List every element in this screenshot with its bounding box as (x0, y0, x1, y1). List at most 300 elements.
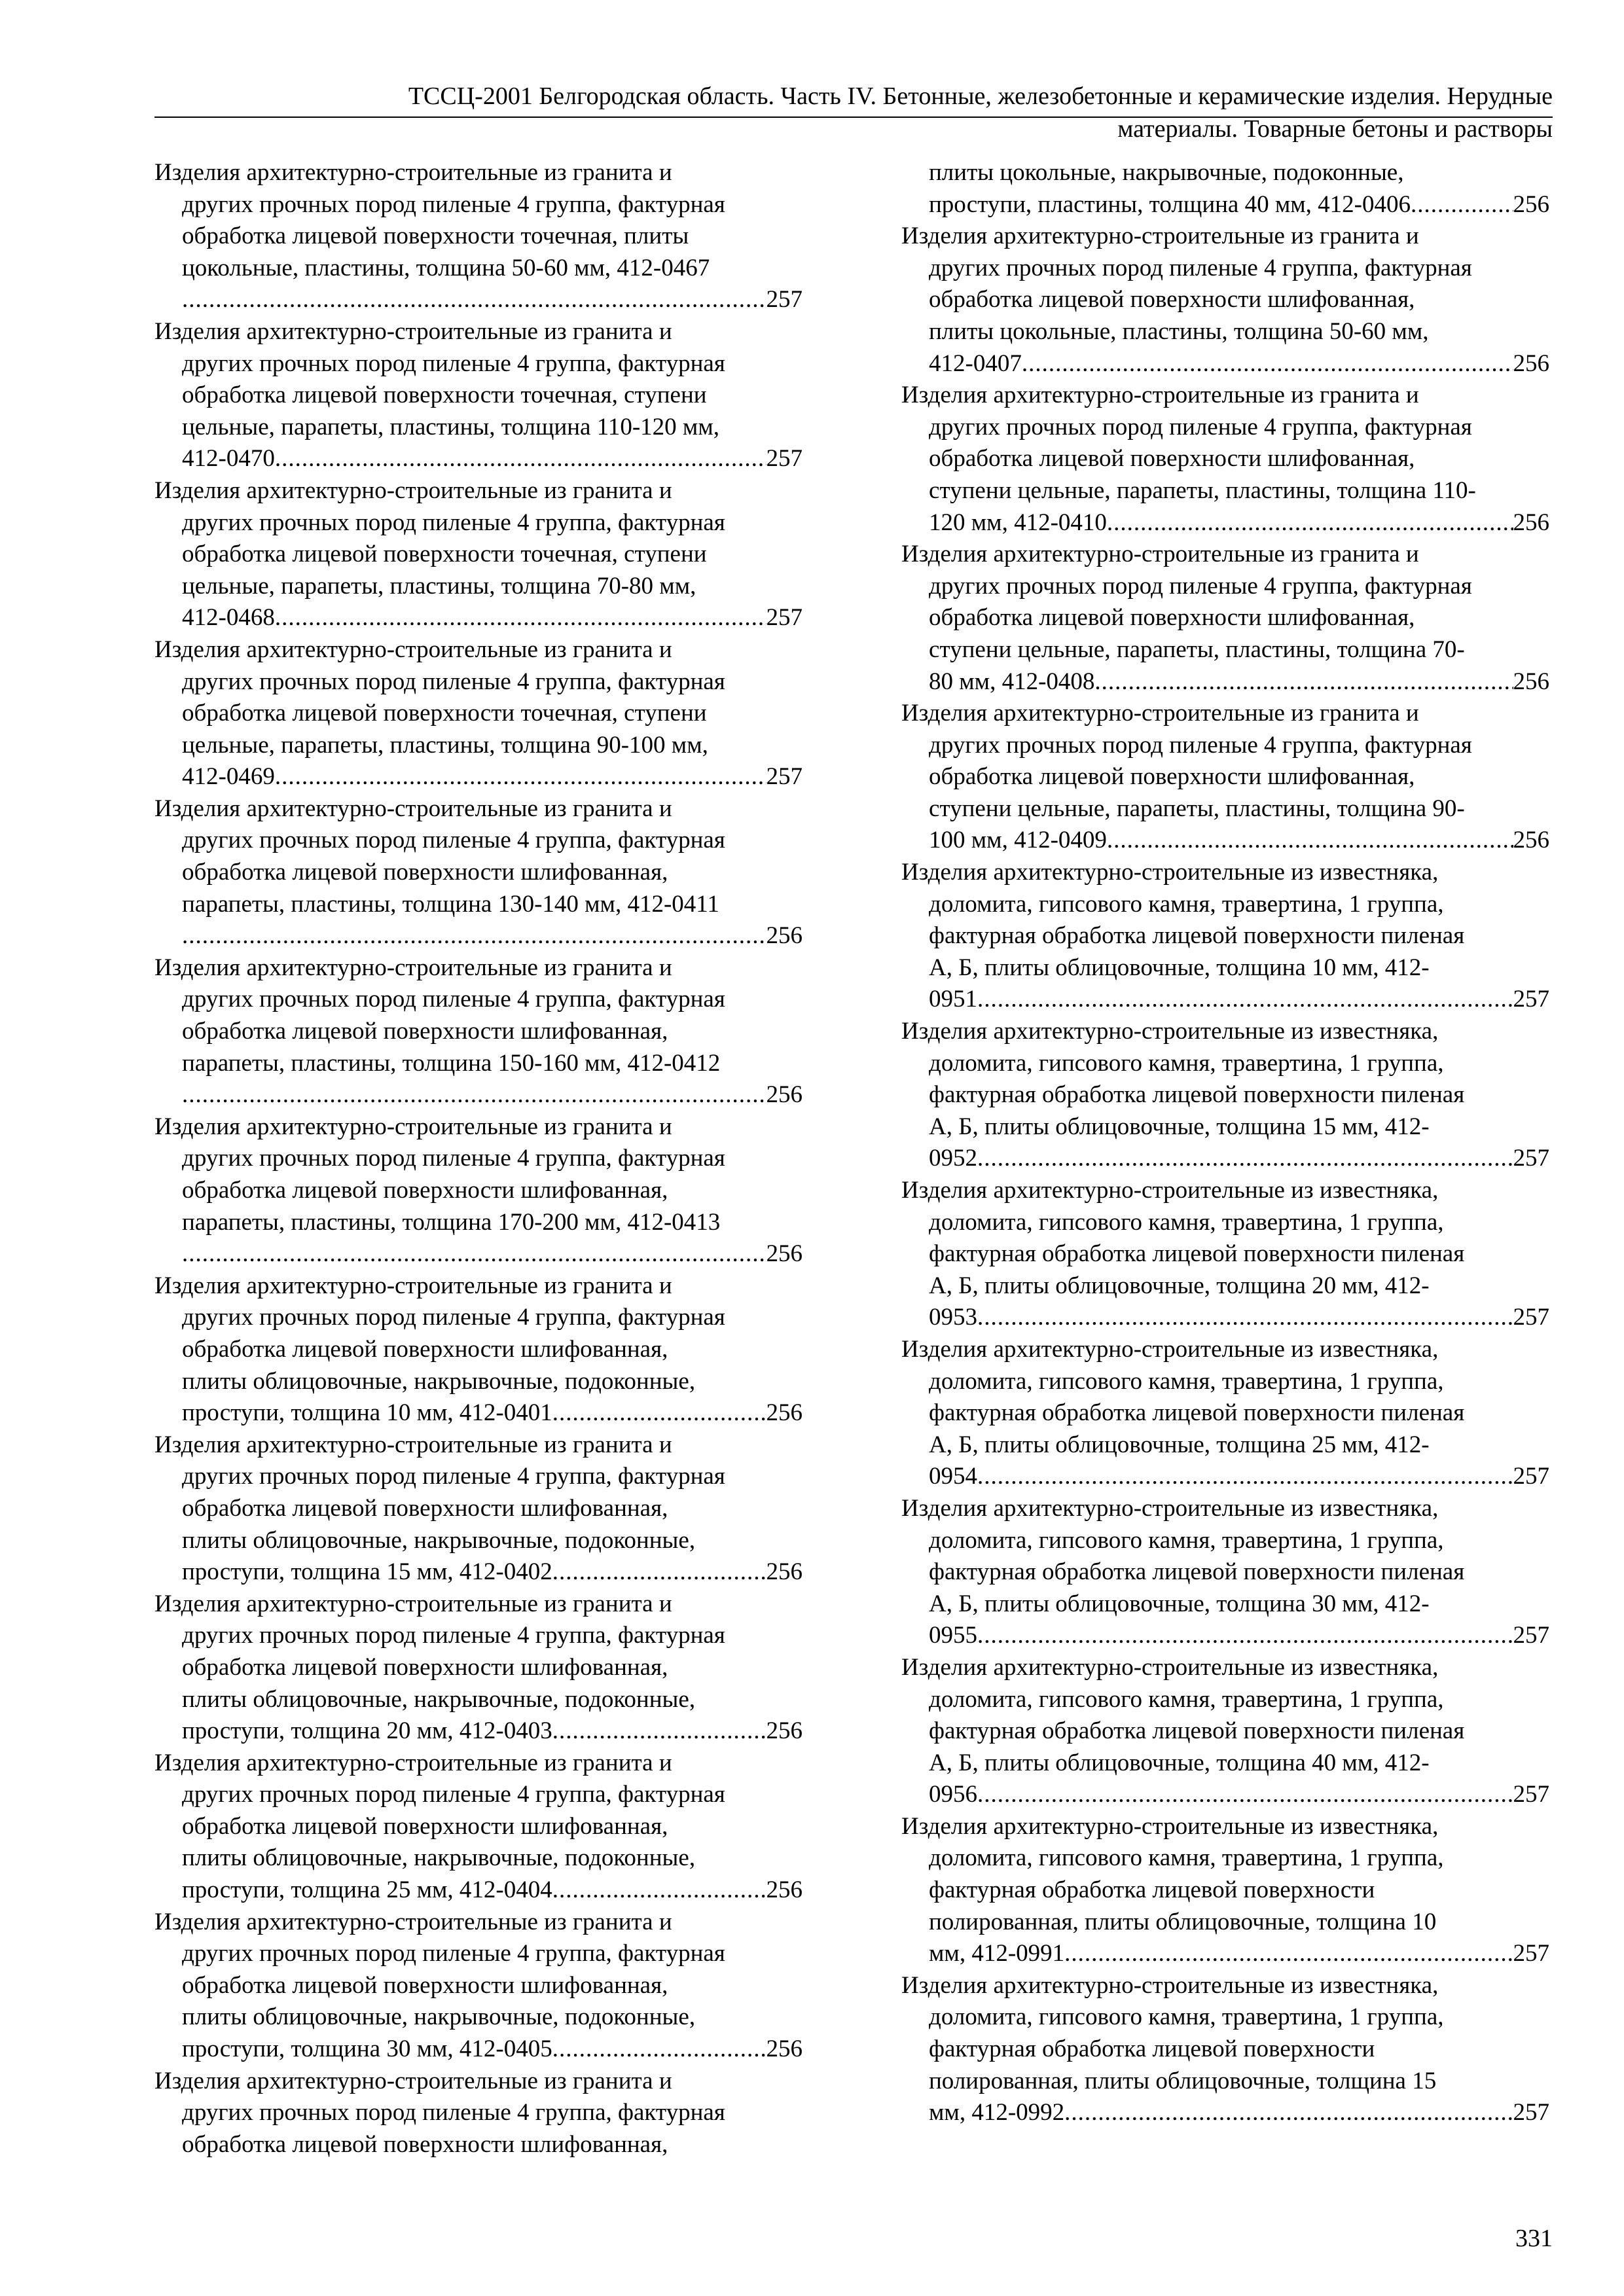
index-entry-text: А, Б, плиты облицовочные, толщина 15 мм, 412- (929, 1113, 1430, 1140)
index-entry-line (154, 1238, 803, 1270)
index-entry-text: обработка лицевой поверхности шлифованная, (182, 1494, 668, 1522)
index-entry-text: 412-0407 (929, 350, 1022, 377)
index-entry (154, 1748, 803, 1907)
index-entry-text: плиты облицовочные, накрывочные, подоконные, (182, 1844, 696, 1872)
index-entry-line (901, 157, 1549, 189)
index-entry-line (154, 1556, 803, 1588)
index-entry-line (901, 1842, 1549, 1874)
index-entry-text: 100 мм, 412-0409 (929, 827, 1107, 854)
index-entry-line (901, 1143, 1549, 1175)
index-entry-text: доломита, гипсового камня, травертина, 1 группа, (929, 2003, 1444, 2031)
page-number: 331 (1515, 2225, 1553, 2252)
index-entry-text: Изделия архитектурно-строительные из гранита и (154, 1749, 672, 1776)
index-entry-line (154, 857, 803, 889)
index-entry-line (901, 666, 1549, 698)
index-entry-line (154, 984, 803, 1016)
index-entry (901, 1016, 1549, 1175)
index-entry-text: Изделия архитектурно-строительные из гранита и (154, 636, 672, 663)
index-entry-line (154, 698, 803, 730)
index-entry-text: других прочных пород пиленые 4 группа, фактурная (182, 827, 725, 854)
index-entry-text: плиты облицовочные, накрывочные, подоконные, (182, 1367, 696, 1395)
index-entry-text: плиты цокольные, накрывочные, подоконные, (929, 159, 1404, 186)
index-entry-text: 0952 (929, 1145, 977, 1172)
index-entry-text: Изделия архитектурно-строительные из гранита и (901, 382, 1419, 409)
dot-leader (1064, 1938, 1513, 1970)
index-entry-text: А, Б, плиты облицовочные, толщина 10 мм, 412- (929, 954, 1430, 981)
index-entry (154, 634, 803, 793)
index-entry-line (901, 475, 1549, 507)
index-entry-line (154, 1525, 803, 1557)
index-entry-line (901, 380, 1549, 412)
index-entry-page-ref: 257 (1513, 986, 1549, 1013)
index-entry-page-ref: 256 (1513, 190, 1549, 218)
index-entry (154, 793, 803, 952)
index-entry-line (154, 1048, 803, 1080)
index-entry-line (901, 698, 1549, 730)
dot-leader (977, 1620, 1513, 1652)
index-entry-text: проступи, толщина 10 мм, 412-0401 (182, 1399, 552, 1427)
index-entry-line (154, 1842, 803, 1874)
index-entry-text: Изделия архитектурно-строительные из гранита и (901, 700, 1419, 727)
index-entry-line (901, 1684, 1549, 1716)
index-entry-page-ref: 257 (1513, 1622, 1549, 1649)
index-entry-text: А, Б, плиты облицовочные, толщина 30 мм, 412- (929, 1590, 1430, 1617)
index-entry-line (901, 1366, 1549, 1398)
index-entry-text: Изделия архитектурно-строительные из известняка, (901, 1335, 1439, 1363)
index-entry-text: Изделия архитектурно-строительные из гранита и (154, 795, 672, 822)
index-entry-text: Изделия архитектурно-строительные из известняка, (901, 1971, 1439, 1999)
index-entry-text: обработка лицевой поверхности шлифованная, (182, 859, 668, 886)
index-entry-line (154, 1461, 803, 1493)
index-entry-line (901, 348, 1549, 380)
index-entry-text: доломита, гипсового камня, травертина, 1 группа, (929, 1844, 1444, 1872)
index-entry-line (154, 1493, 803, 1525)
index-entry-line (901, 1938, 1549, 1970)
index-entry-page-ref: 257 (766, 286, 803, 314)
index-entry (901, 1970, 1549, 2129)
index-entry-line (901, 1525, 1549, 1557)
index-entry-text: проступи, толщина 15 мм, 412-0402 (182, 1558, 552, 1586)
index-entry (901, 539, 1549, 698)
index-entry-text: других прочных пород пиленые 4 группа, фактурная (182, 1940, 725, 1967)
index-entry-line (154, 253, 803, 285)
dot-leader (182, 284, 767, 316)
index-entry-page-ref: 256 (1513, 668, 1549, 695)
index-entry-line (154, 1938, 803, 1970)
index-entry-text: обработка лицевой поверхности шлифованная, (182, 1653, 668, 1681)
dot-leader (1107, 825, 1513, 857)
index-entry-text: доломита, гипсового камня, травертина, 1 группа, (929, 890, 1444, 918)
index-entry-line (901, 1588, 1549, 1621)
dot-leader (977, 1302, 1513, 1334)
index-entry-line (901, 221, 1549, 253)
index-entry-text: обработка лицевой поверхности шлифованная, (182, 1177, 668, 1204)
index-entry-text: полированная, плиты облицовочные, толщина 10 (929, 1908, 1437, 1935)
index-entry-text: Изделия архитектурно-строительные из известняка, (901, 1018, 1439, 1045)
index-entry-line (901, 1270, 1549, 1302)
index-entry-line (901, 1016, 1549, 1048)
index-entry-text: других прочных пород пиленые 4 группа, фактурная (929, 413, 1472, 440)
index-entry-line (154, 602, 803, 634)
index-entry-text: обработка лицевой поверхности точечная, ступени (182, 541, 707, 568)
index-entry-text: ступени цельные, парапеты, пластины, толщина 90- (929, 795, 1465, 822)
index-entry-text: А, Б, плиты облицовочные, толщина 25 мм, 412- (929, 1431, 1430, 1458)
dot-leader (552, 1556, 767, 1588)
index-entry-line (154, 1397, 803, 1429)
index-entry-line (901, 984, 1549, 1016)
index-entry-line (154, 889, 803, 921)
index-entry (901, 1493, 1549, 1652)
index-entry-line (154, 2097, 803, 2129)
index-entry-text: цельные, парапеты, пластины, толщина 70-80 мм, (182, 572, 696, 600)
index-entry (154, 316, 803, 475)
index-entry-line (154, 475, 803, 507)
index-entry (154, 475, 803, 634)
index-entry-line (154, 1588, 803, 1621)
index-entry-line (901, 920, 1549, 952)
index-entry-line (154, 666, 803, 698)
index-entry-text: фактурная обработка лицевой поверхности пиленая (929, 922, 1465, 950)
index-entry-line (901, 1620, 1549, 1652)
index-entry-text: обработка лицевой поверхности шлифованная, (182, 1335, 668, 1363)
index-entry-line (901, 1461, 1549, 1493)
index-entry-line (154, 2034, 803, 2066)
index-entry-text: других прочных пород пиленые 4 группа, фактурная (182, 1622, 725, 1649)
header-line-1: ТССЦ-2001 Белгородская область. Часть IV. Бетонные, железобетонные и керамические изделия. Нерудные (408, 82, 1553, 110)
index-entry-text: обработка лицевой поверхности шлифованная, (182, 1971, 668, 1999)
index-entry-page-ref: 257 (766, 604, 803, 632)
dot-leader (977, 1461, 1513, 1493)
index-entry-text: проступи, толщина 20 мм, 412-0403 (182, 1717, 552, 1745)
index-entry-line (901, 1334, 1549, 1366)
index-entry-text: других прочных пород пиленые 4 группа, фактурная (182, 668, 725, 695)
index-entry-text: Изделия архитектурно-строительные из известняка, (901, 1494, 1439, 1522)
index-entry-line (901, 730, 1549, 762)
index-entry (154, 952, 803, 1111)
index-entry-text: других прочных пород пиленые 4 группа, фактурная (182, 350, 725, 377)
index-entry-text: других прочных пород пиленые 4 группа, фактурная (929, 731, 1472, 759)
index-entry-text: А, Б, плиты облицовочные, толщина 40 мм, 412- (929, 1749, 1430, 1776)
index-entry-text: цельные, парапеты, пластины, толщина 90-100 мм, (182, 731, 708, 759)
index-entry-page-ref: 256 (766, 1240, 803, 1268)
index-entry-text: Изделия архитектурно-строительные из известняка, (901, 859, 1439, 886)
index-entry-text: обработка лицевой поверхности шлифованная, (929, 445, 1415, 473)
index-entry-text: обработка лицевой поверхности шлифованная, (929, 763, 1415, 791)
index-entry-text: доломита, гипсового камня, травертина, 1 группа, (929, 1049, 1444, 1077)
index-entry-line (901, 1779, 1549, 1811)
index-entry-text: обработка лицевой поверхности шлифованная, (182, 1018, 668, 1045)
index-entry-page-ref: 257 (1513, 2099, 1549, 2126)
index-entry-page-ref: 256 (766, 1558, 803, 1586)
index-entry-line (901, 1238, 1549, 1270)
index-entry (901, 380, 1549, 539)
index-entry (154, 1429, 803, 1588)
index-entry-line (901, 1748, 1549, 1780)
index-entry-line (901, 1302, 1549, 1334)
index-entry-text: других прочных пород пиленые 4 группа, фактурная (929, 254, 1472, 281)
index-entry-line (901, 1175, 1549, 1207)
index-entry-line (901, 571, 1549, 603)
index-entry-text: 80 мм, 412-0408 (929, 668, 1095, 695)
index-entry-text: ступени цельные, парапеты, пластины, толщина 110- (929, 476, 1476, 504)
index-entry-text: 0954 (929, 1463, 977, 1490)
index-entry-line (901, 952, 1549, 984)
index-entry-text: обработка лицевой поверхности шлифованная, (929, 604, 1415, 632)
index-entry-line (154, 793, 803, 825)
index-entry (901, 857, 1549, 1016)
index-entry-text: других прочных пород пиленые 4 группа, фактурная (182, 190, 725, 218)
index-entry-text: проступи, пластины, толщина 40 мм, 412-0406 (929, 190, 1411, 218)
index-entry-text: 120 мм, 412-0410 (929, 509, 1107, 536)
index-entry-line (901, 412, 1549, 444)
index-entry-line (154, 1016, 803, 1048)
index-entry-line (901, 1111, 1549, 1143)
index-entry-line (154, 1715, 803, 1748)
index-entry (154, 157, 803, 316)
index-entry-line (154, 221, 803, 253)
index-entry-text: плиты облицовочные, накрывочные, подоконные, (182, 1685, 696, 1713)
index-entry-text: Изделия архитектурно-строительные из известняка, (901, 1177, 1439, 1204)
index-entry-text: А, Б, плиты облицовочные, толщина 20 мм, 412- (929, 1272, 1430, 1299)
index-entry-line (901, 2034, 1549, 2066)
index-entry-line (154, 1779, 803, 1811)
index-entry-text: фактурная обработка лицевой поверхности пиленая (929, 1717, 1465, 1745)
index-entry-page-ref: 256 (766, 1876, 803, 1904)
index-entry-line (901, 634, 1549, 666)
running-header (154, 80, 1553, 145)
index-entry-line (901, 284, 1549, 316)
index-entry-text: 412-0468 (182, 604, 275, 632)
index-entry-text: других прочных пород пиленые 4 группа, фактурная (182, 2099, 725, 2126)
index-entry-text: других прочных пород пиленые 4 группа, фактурная (182, 986, 725, 1013)
dot-leader (275, 602, 767, 634)
dot-leader (977, 1143, 1513, 1175)
index-entry-line (154, 316, 803, 348)
index-entry-text: других прочных пород пиленые 4 группа, фактурная (182, 1145, 725, 1172)
index-entry-text: Изделия архитектурно-строительные из гранита и (154, 1113, 672, 1140)
dot-leader (1411, 189, 1513, 221)
index-entry-text: мм, 412-0992 (929, 2099, 1065, 2126)
index-entry (154, 1907, 803, 2066)
dot-leader (275, 761, 767, 793)
index-entry-page-ref: 257 (766, 763, 803, 791)
index-entry-line (154, 2129, 803, 2161)
index-entry-line (901, 2066, 1549, 2098)
index-entry-line (154, 1143, 803, 1175)
index-entry-line (154, 634, 803, 666)
index-entry-line (901, 253, 1549, 285)
index-entry-line (901, 1493, 1549, 1525)
index-entry-page-ref: 256 (766, 922, 803, 950)
index-entry-line (154, 189, 803, 221)
dot-leader (977, 1779, 1513, 1811)
index-entry-text: фактурная обработка лицевой поверхности (929, 1876, 1375, 1904)
header-line-2: материалы. Товарные бетоны и растворы (1117, 115, 1553, 143)
index-entry-line (901, 825, 1549, 857)
index-entry-line (901, 1556, 1549, 1588)
index-entry-line (901, 1429, 1549, 1462)
index-entry-line (154, 1207, 803, 1239)
dot-leader (1022, 348, 1513, 380)
index-entry-page-ref: 256 (766, 2036, 803, 2063)
dot-leader (977, 984, 1513, 1016)
index-entry-text: парапеты, пластины, толщина 170-200 мм, 412-0413 (182, 1208, 721, 1236)
index-entry-text: обработка лицевой поверхности точечная, плиты (182, 223, 689, 250)
index-entry-page-ref: 257 (1513, 1145, 1549, 1172)
dot-leader (182, 920, 767, 952)
index-entry-text: проступи, толщина 25 мм, 412-0404 (182, 1876, 552, 1904)
index-entry-text: других прочных пород пиленые 4 группа, фактурная (929, 572, 1472, 600)
index-entry-page-ref: 256 (766, 1717, 803, 1745)
index-entry (901, 157, 1549, 221)
header-rule (154, 117, 1553, 118)
index-entry-text: 0951 (929, 986, 977, 1013)
index-entry-text: Изделия архитектурно-строительные из гранита и (154, 1272, 672, 1299)
index-entry-line (154, 1111, 803, 1143)
index-entry-line (901, 1907, 1549, 1939)
index-entry-page-ref: 256 (766, 1399, 803, 1427)
index-entry-text: парапеты, пластины, толщина 130-140 мм, 412-0411 (182, 890, 719, 918)
dot-leader (182, 1079, 767, 1111)
index-entry-line (901, 1397, 1549, 1429)
index-entry-page-ref: 257 (1513, 1304, 1549, 1331)
index-entry-text: других прочных пород пиленые 4 группа, фактурная (182, 509, 725, 536)
index-entry-line (901, 2001, 1549, 2034)
index-entry-text: Изделия архитектурно-строительные из гранита и (154, 2067, 672, 2094)
index-entry-line (154, 1429, 803, 1462)
index-entry-page-ref: 257 (1513, 1940, 1549, 1967)
index-entry-line (901, 1207, 1549, 1239)
index-entry-line (901, 507, 1549, 539)
index-entry-line (901, 793, 1549, 825)
index-entry-text: 0956 (929, 1781, 977, 1808)
index-entry-line (154, 443, 803, 475)
index-entry-text: проступи, толщина 30 мм, 412-0405 (182, 2036, 552, 2063)
index-entry-line (901, 889, 1549, 921)
index-entry-line (901, 1970, 1549, 2002)
index-entry-line (154, 2066, 803, 2098)
index-entry-text: Изделия архитектурно-строительные из гранита и (154, 1590, 672, 1617)
index-entry (901, 1811, 1549, 1970)
dot-leader (1064, 2097, 1513, 2129)
index-entry-text: других прочных пород пиленые 4 группа, фактурная (182, 1463, 725, 1490)
index-entry-text: Изделия архитектурно-строительные из гранита и (154, 954, 672, 981)
index-entry-text: обработка лицевой поверхности шлифованная, (929, 286, 1415, 314)
index-entry-line (154, 571, 803, 603)
index-entry-line (901, 857, 1549, 889)
index-entry-line (154, 920, 803, 952)
index-entry-text: 412-0469 (182, 763, 275, 791)
index-entry-page-ref: 257 (1513, 1463, 1549, 1490)
index-entry-line (154, 2001, 803, 2034)
index-entry-text: обработка лицевой поверхности точечная, ступени (182, 382, 707, 409)
index-entry-line (154, 1175, 803, 1207)
dot-leader (275, 443, 767, 475)
index-entry-text: фактурная обработка лицевой поверхности (929, 2036, 1375, 2063)
index-entry-page-ref: 257 (1513, 1781, 1549, 1808)
index-entry-text: 412-0470 (182, 445, 275, 473)
index-entry (901, 1175, 1549, 1334)
index-entry-text: доломита, гипсового камня, травертина, 1 группа, (929, 1208, 1444, 1236)
index-entry-text: парапеты, пластины, толщина 150-160 мм, 412-0412 (182, 1049, 721, 1077)
index-entry (901, 1652, 1549, 1811)
index-entry-line (901, 602, 1549, 634)
index-entry (154, 1270, 803, 1429)
index-entry-text: ступени цельные, парапеты, пластины, толщина 70- (929, 636, 1465, 663)
index-entry-text: мм, 412-0991 (929, 1940, 1065, 1967)
index-entry-text: других прочных пород пиленые 4 группа, фактурная (182, 1781, 725, 1808)
index-entry-line (901, 1811, 1549, 1843)
index-entry-text: цокольные, пластины, толщина 50-60 мм, 412-0467 (182, 254, 710, 281)
index-entry-line (154, 348, 803, 380)
index-entry-text: фактурная обработка лицевой поверхности пиленая (929, 1399, 1465, 1427)
index-entry-line (901, 1048, 1549, 1080)
index-entry-line (154, 1970, 803, 2002)
index-entry-text: Изделия архитектурно-строительные из гранита и (154, 1908, 672, 1935)
index-entry-text: обработка лицевой поверхности точечная, ступени (182, 700, 707, 727)
index-entry-line (154, 1811, 803, 1843)
dot-leader (1107, 507, 1513, 539)
index-entry (901, 1334, 1549, 1493)
index-entry-line (154, 952, 803, 984)
index-entry-line (154, 1874, 803, 1907)
dot-leader (552, 2034, 767, 2066)
dot-leader (182, 1238, 767, 1270)
index-entry-line (154, 730, 803, 762)
index-entry-text: Изделия архитектурно-строительные из гранита и (154, 1431, 672, 1458)
index-entry-text: фактурная обработка лицевой поверхности пиленая (929, 1558, 1465, 1586)
index-entry-page-ref: 257 (766, 445, 803, 473)
index-column-left (154, 157, 803, 2161)
index-entry-text: обработка лицевой поверхности шлифованная, (182, 2130, 668, 2158)
index-entry-line (154, 1652, 803, 1684)
index-entry-text: Изделия архитектурно-строительные из гранита и (154, 317, 672, 345)
index-entry-text: 0953 (929, 1304, 977, 1331)
index-entry-line (154, 1684, 803, 1716)
index-entry-text: полированная, плиты облицовочные, толщина 15 (929, 2067, 1437, 2094)
index-entry-line (154, 380, 803, 412)
index-entry (901, 698, 1549, 857)
index-entry-line (154, 1079, 803, 1111)
index-entry-line (154, 825, 803, 857)
index-entry-line (154, 1334, 803, 1366)
dot-leader (552, 1874, 767, 1907)
index-entry-text: плиты облицовочные, накрывочные, подоконные, (182, 1526, 696, 1554)
index-entry (901, 221, 1549, 380)
index-entry-text: доломита, гипсового камня, травертина, 1 группа, (929, 1685, 1444, 1713)
index-entry-line (901, 539, 1549, 571)
index-entry-text: Изделия архитектурно-строительные из гранита и (901, 541, 1419, 568)
index-entry (154, 1111, 803, 1270)
index-entry-line (901, 443, 1549, 475)
index-entry-line (901, 1874, 1549, 1907)
index-entry-page-ref: 256 (766, 1081, 803, 1109)
index-entry-line (154, 284, 803, 316)
index-entry-line (154, 507, 803, 539)
index-entry-line (154, 1620, 803, 1652)
index-entry-text: Изделия архитектурно-строительные из гранита и (154, 476, 672, 504)
index-entry-line (901, 2097, 1549, 2129)
index-entry-line (154, 1748, 803, 1780)
dot-leader (552, 1715, 767, 1748)
index-entry-line (154, 761, 803, 793)
index-entry-text: других прочных пород пиленые 4 группа, фактурная (182, 1304, 725, 1331)
index-entry-text: Изделия архитектурно-строительные из известняка, (901, 1653, 1439, 1681)
index-entry-text: плиты цокольные, пластины, толщина 50-60 мм, (929, 317, 1429, 345)
index-entry-page-ref: 256 (1513, 509, 1549, 536)
index-entry-line (154, 1907, 803, 1939)
index-entry-line (901, 1715, 1549, 1748)
